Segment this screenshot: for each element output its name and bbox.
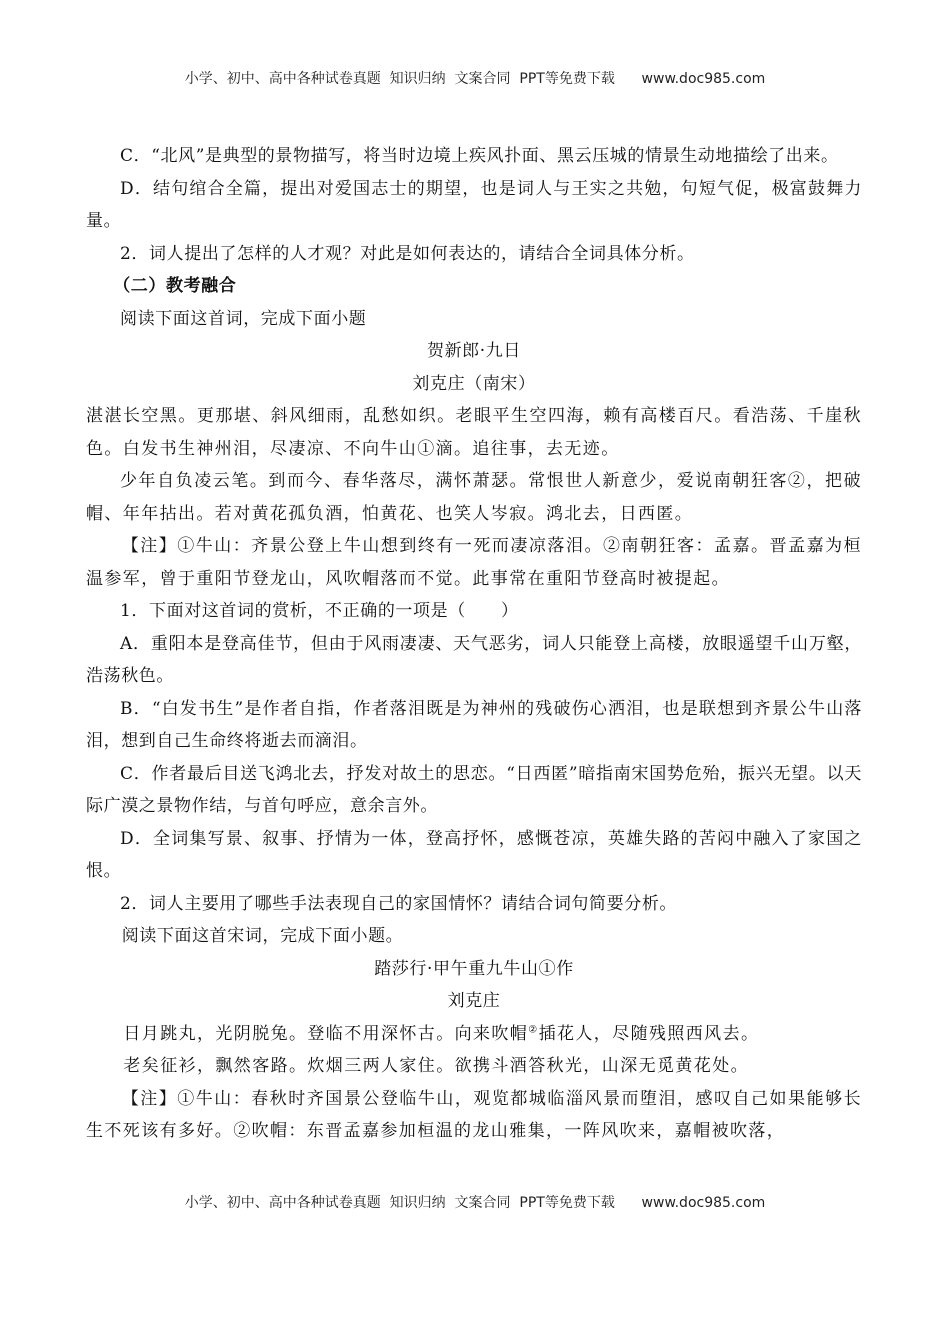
footnote-marker-2: ② bbox=[528, 1023, 539, 1035]
poem2-line-1-text: 日月跳丸，光阴脱兔。登临不用深怀古。向来吹帽 bbox=[123, 1023, 529, 1044]
question-1: 1．下面对这首词的赏析，不正确的一项是（ ） bbox=[120, 601, 519, 621]
poem1-stanza-1: 湛湛长空黑。更那堪、斜风细雨，乱愁如织。老眼平生空四海，赖有高楼百尺。看浩荡、千崖秋色。白发书生神州泪，尽凄凉、不向牛山①滴。追往事，去无迹。 bbox=[86, 406, 862, 459]
poem2-line-1-end: 插花人，尽随残照西风去。 bbox=[538, 1023, 760, 1044]
page-footer: 小学、初中、高中各种试卷真题 知识归纳 文案合同 PPT等免费下载 www.doc985.com bbox=[184, 1195, 766, 1211]
option-c: C．作者最后目送飞鸿北去，抒发对故土的思恋。“日西匿”暗指南宋国势危殆，振兴无望。以天际广漠之景物作结，与首句呼应，意余言外。 bbox=[86, 763, 862, 816]
prev-option-c: C．“北风”是典型的景物描写，将当时边境上疾风扑面、黑云压城的情景生动地描绘了出来。 bbox=[120, 146, 839, 166]
poem2-line-1 bbox=[86, 1018, 862, 1051]
poem2-intro: 阅读下面这首宋词，完成下面小题。 bbox=[121, 926, 404, 946]
page-header: 小学、初中、高中各种试卷真题 知识归纳 文案合同 PPT等免费下载 www.doc985.com bbox=[184, 71, 766, 87]
document-body bbox=[86, 140, 862, 1148]
prev-option-d: D．结句绾合全篇，提出对爱国志士的期望，也是词人与王实之共勉，句短气促，极富鼓舞力量。 bbox=[86, 178, 862, 231]
poem2-note: 【注】①牛山：春秋时齐国景公登临牛山，观览都城临淄风景而堕泪，感叹自己如果能够长生不死该有多好。②吹帽：东晋孟嘉参加桓温的龙山雅集，一阵风吹来，嘉帽被吹落， bbox=[86, 1088, 862, 1141]
option-d: D．全词集写景、叙事、抒情为一体，登高抒怀，感慨苍凉，英雄失路的苦闷中融入了家国之恨。 bbox=[86, 828, 862, 881]
poem2-author: 刘克庄 bbox=[447, 991, 501, 1011]
poem1-note: 【注】①牛山：齐景公登上牛山想到终有一死而凄凉落泪。②南朝狂客：孟嘉。晋孟嘉为桓温参军，曾于重阳节登龙山，风吹帽落而不觉。此事常在重阳节登高时被提起。 bbox=[86, 536, 862, 589]
poem2-title: 踏莎行·甲午重九牛山①作 bbox=[374, 958, 574, 979]
question-2: 2．词人主要用了哪些手法表现自己的家国情怀？请结合词句简要分析。 bbox=[120, 893, 678, 914]
poem1-stanza-2: 少年自负凌云笔。到而今、春华落尽，满怀萧瑟。常恨世人新意少，爱说南朝狂客②，把破帽、年年拈出。若对黄花孤负酒，怕黄花、也笑人岑寂。鸿北去，日西匿。 bbox=[86, 471, 862, 524]
poem2-line-2: 老矣征衫，飘然客路。炊烟三两人家住。欲携斗酒答秋光，山深无觅黄花处。 bbox=[123, 1056, 749, 1076]
option-b: B．“白发书生”是作者自指，作者落泪既是为神州的残破伤心洒泪，也是联想到齐景公牛山落泪，想到自己生命终将逝去而滴泪。 bbox=[86, 698, 862, 751]
section-heading: （二）教考融合 bbox=[113, 276, 237, 296]
prev-question-2: 2．词人提出了怎样的人才观？对此是如何表达的，请结合全词具体分析。 bbox=[120, 243, 695, 264]
option-a: A．重阳本是登高佳节，但由于风雨凄凄、天气恶劣，词人只能登上高楼，放眼遥望千山万壑，浩荡秋色。 bbox=[86, 633, 862, 686]
poem1-author: 刘克庄（南宋） bbox=[412, 373, 536, 394]
poem1-title: 贺新郎·九日 bbox=[426, 341, 521, 361]
section-intro: 阅读下面这首词，完成下面小题 bbox=[120, 308, 367, 329]
